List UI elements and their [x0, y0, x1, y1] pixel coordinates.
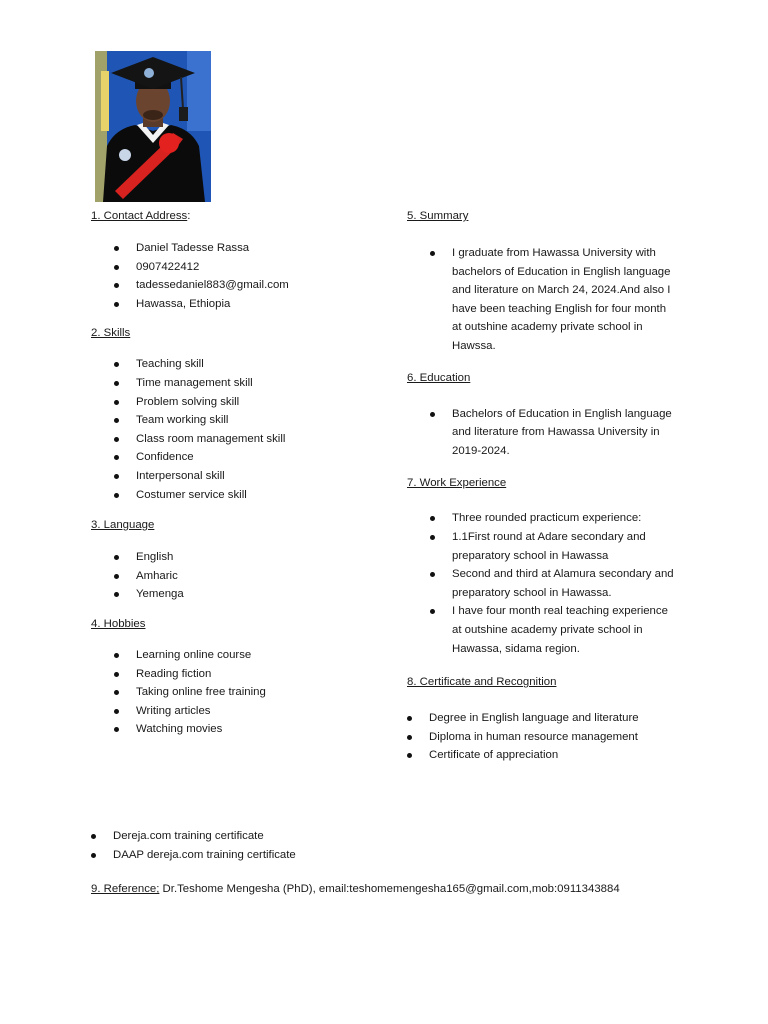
list-item: Time management skill: [91, 374, 391, 393]
hobbies-list: [91, 646, 391, 739]
list-item: Class room management skill: [91, 430, 391, 449]
summary-list: [407, 244, 697, 356]
contact-title: 1. Contact Address:: [91, 210, 191, 222]
list-item: Costumer service skill: [91, 486, 391, 505]
list-item: Degree in English language and literature: [407, 709, 697, 728]
list-item: Team working skill: [91, 411, 391, 430]
list-item: Problem solving skill: [91, 393, 391, 412]
list-item: 1.1First round at Adare secondary and preparatory school in Hawassa: [407, 528, 697, 565]
list-item: Three rounded practicum experience:: [407, 509, 697, 528]
work-title: 7. Work Experience: [407, 477, 507, 490]
skills-list: [91, 355, 391, 504]
education-list: [407, 405, 697, 461]
list-item: Teaching skill: [91, 355, 391, 374]
list-item: tadessedaniel883@gmail.com: [91, 276, 391, 295]
language-title: 3. Language: [91, 519, 155, 532]
list-item: I have four month real teaching experience at outshine academy private school in Hawassa, sidama region.: [407, 602, 697, 658]
left-column: [91, 208, 391, 739]
list-item: Confidence: [91, 448, 391, 467]
right-column: [407, 208, 697, 765]
list-item: Daniel Tadesse Rassa: [91, 239, 391, 258]
language-list: [91, 548, 391, 604]
list-item: Dereja.com training certificate: [91, 827, 296, 846]
education-title: 6. Education: [407, 371, 471, 384]
list-item: English: [91, 548, 391, 567]
list-item: Bachelors of Education in English language and literature from Hawassa University in 2019-2024.: [407, 405, 697, 461]
list-item: Yemenga: [91, 585, 391, 604]
certificates-title: 8. Certificate and Recognition: [407, 676, 557, 689]
reference-line: [91, 883, 620, 895]
list-item: DAAP dereja.com training certificate: [91, 846, 296, 865]
list-item: Writing articles: [91, 702, 391, 721]
summary-title: 5. Summary: [407, 210, 469, 222]
list-item: Certificate of appreciation: [407, 746, 697, 765]
contact-list: [91, 239, 391, 313]
reference-label: 9. Reference;: [91, 883, 160, 895]
certificates-list: [407, 709, 697, 765]
list-item: Taking online free training: [91, 683, 391, 702]
list-item: Watching movies: [91, 720, 391, 739]
list-item: I graduate from Hawassa University with bachelors of Education in English language and literature on March 24, 2024.And also I have been teaching English for four month at outshine academy private school in Hawssa.: [407, 244, 697, 356]
work-list: [407, 509, 697, 658]
reference-text: Dr.Teshome Mengesha (PhD), email:teshomemengesha165@gmail.com,mob:0911343884: [159, 883, 620, 895]
list-item: Amharic: [91, 567, 391, 586]
skills-title: 2. Skills: [91, 327, 131, 340]
profile-photo: [95, 51, 211, 202]
list-item: Interpersonal skill: [91, 467, 391, 486]
list-item: Diploma in human resource management: [407, 728, 697, 747]
list-item: Learning online course: [91, 646, 391, 665]
list-item: 0907422412: [91, 258, 391, 277]
list-item: Reading fiction: [91, 665, 391, 684]
hobbies-title: 4. Hobbies: [91, 617, 146, 630]
extra-certificates-list: [91, 827, 296, 864]
list-item: Second and third at Alamura secondary and preparatory school in Hawassa.: [407, 565, 697, 602]
list-item: Hawassa, Ethiopia: [91, 295, 391, 314]
